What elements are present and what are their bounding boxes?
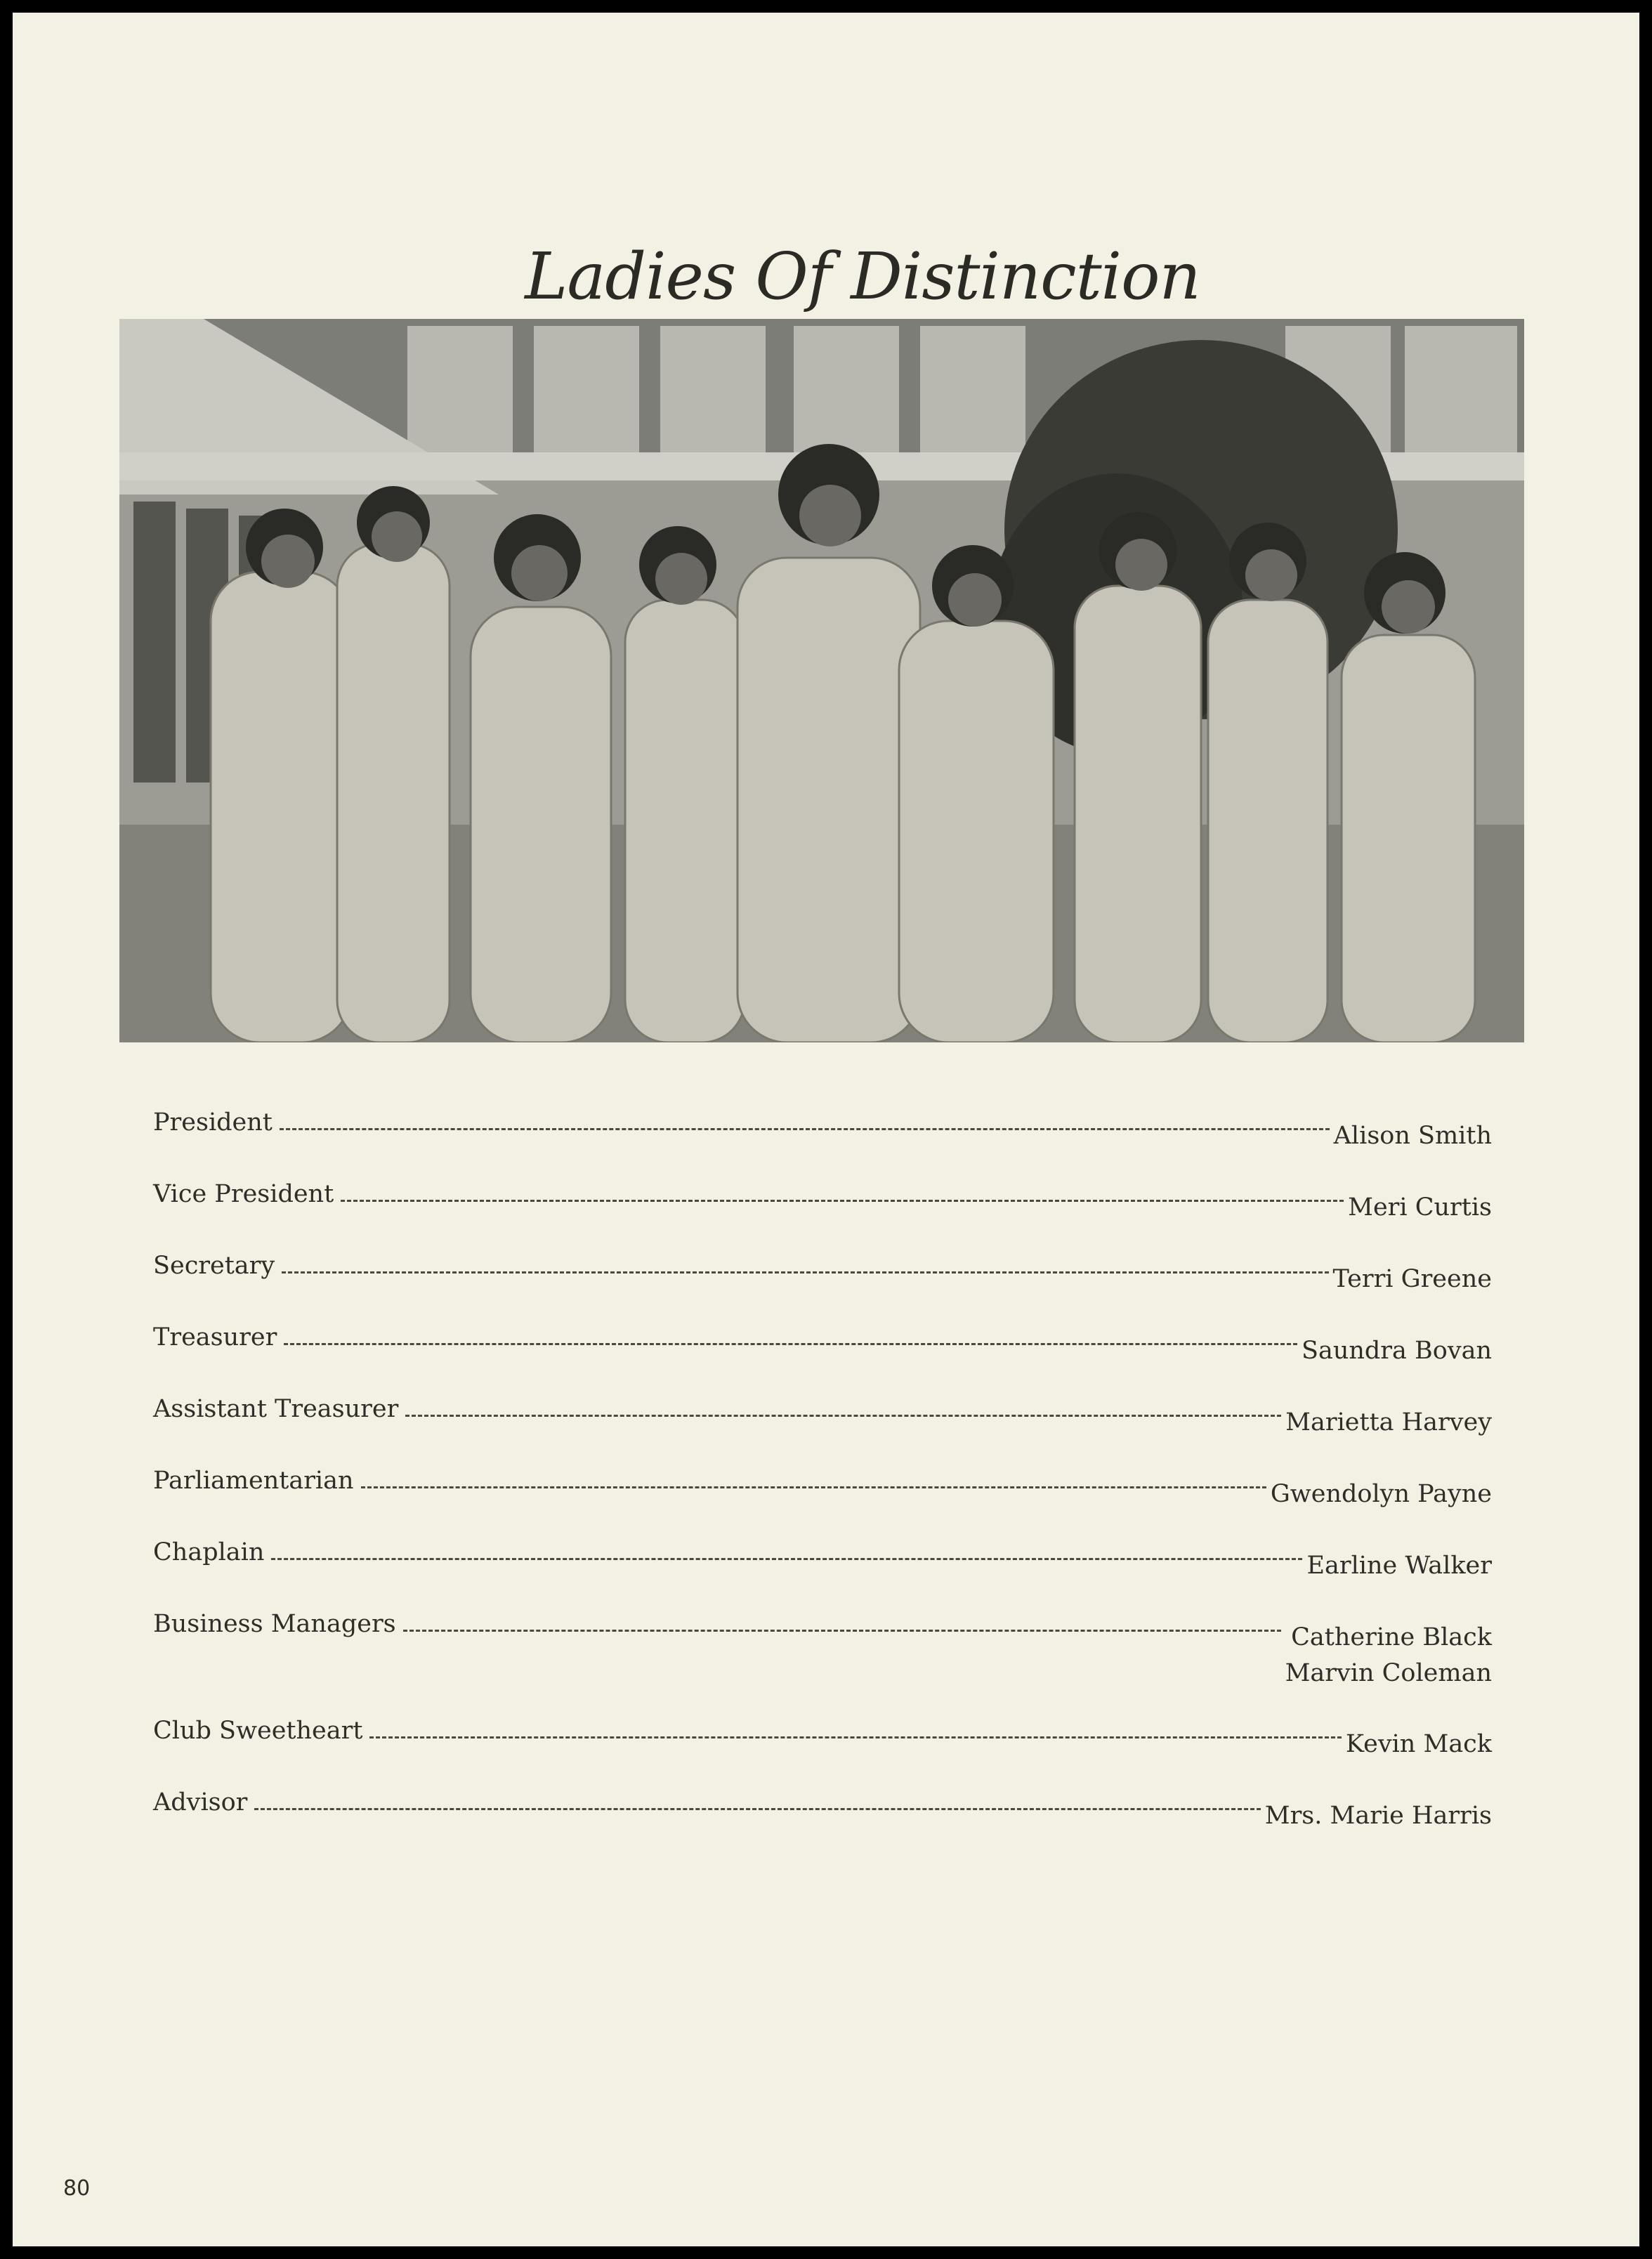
group-photo (119, 319, 1524, 1042)
officer-role: Treasurer (153, 1323, 277, 1351)
officer-name: Catherine Black Marvin Coleman (1285, 1623, 1492, 1687)
officer-role: Assistant Treasurer (153, 1395, 399, 1423)
officer-name: Alison Smith (1333, 1122, 1492, 1150)
officer-row-vice-president (153, 1180, 1492, 1222)
officer-role: Business Managers (153, 1610, 396, 1638)
dotted-leader (280, 1128, 1330, 1130)
officer-name: Marietta Harvey (1285, 1408, 1492, 1436)
officer-row-assistant-treasurer (153, 1395, 1492, 1436)
officer-role: Parliamentarian (153, 1467, 354, 1495)
officer-name: Meri Curtis (1348, 1193, 1492, 1222)
officer-name: Gwendolyn Payne (1270, 1480, 1492, 1508)
officer-row-club-sweetheart (153, 1717, 1492, 1758)
group-photo-icon (119, 319, 1524, 1042)
dotted-leader (369, 1736, 1342, 1739)
officer-row-chaplain (153, 1538, 1492, 1580)
officer-name: Earline Walker (1306, 1552, 1492, 1580)
officer-name: Terri Greene (1332, 1265, 1492, 1293)
dotted-leader (403, 1630, 1281, 1632)
dotted-leader (284, 1343, 1297, 1345)
officer-role: Vice President (153, 1180, 334, 1208)
officer-name: Mrs. Marie Harris (1264, 1802, 1492, 1830)
officer-role: Chaplain (153, 1538, 265, 1566)
officer-row-parliamentarian (153, 1467, 1492, 1508)
officer-role: Club Sweetheart (153, 1717, 363, 1745)
yearbook-page (13, 13, 1639, 2246)
officer-role: Secretary (153, 1252, 275, 1280)
officer-row-treasurer (153, 1323, 1492, 1365)
officer-role: President (153, 1108, 273, 1137)
dotted-leader (271, 1558, 1302, 1560)
officer-name: Saundra Bovan (1301, 1337, 1492, 1365)
page-title: Ladies Of Distinction (525, 239, 1200, 314)
officer-role: Advisor (153, 1788, 248, 1816)
officer-row-president (153, 1108, 1492, 1150)
dotted-leader (254, 1808, 1260, 1810)
officer-row-secretary (153, 1252, 1492, 1293)
dotted-leader (341, 1200, 1344, 1202)
page-number: 80 (63, 2176, 91, 2201)
officer-name: Kevin Mack (1345, 1730, 1492, 1758)
dotted-leader (282, 1271, 1328, 1273)
officer-row-advisor (153, 1788, 1492, 1830)
dotted-leader (405, 1415, 1281, 1417)
dotted-leader (361, 1486, 1266, 1488)
officer-row-business-managers (153, 1610, 1492, 1687)
